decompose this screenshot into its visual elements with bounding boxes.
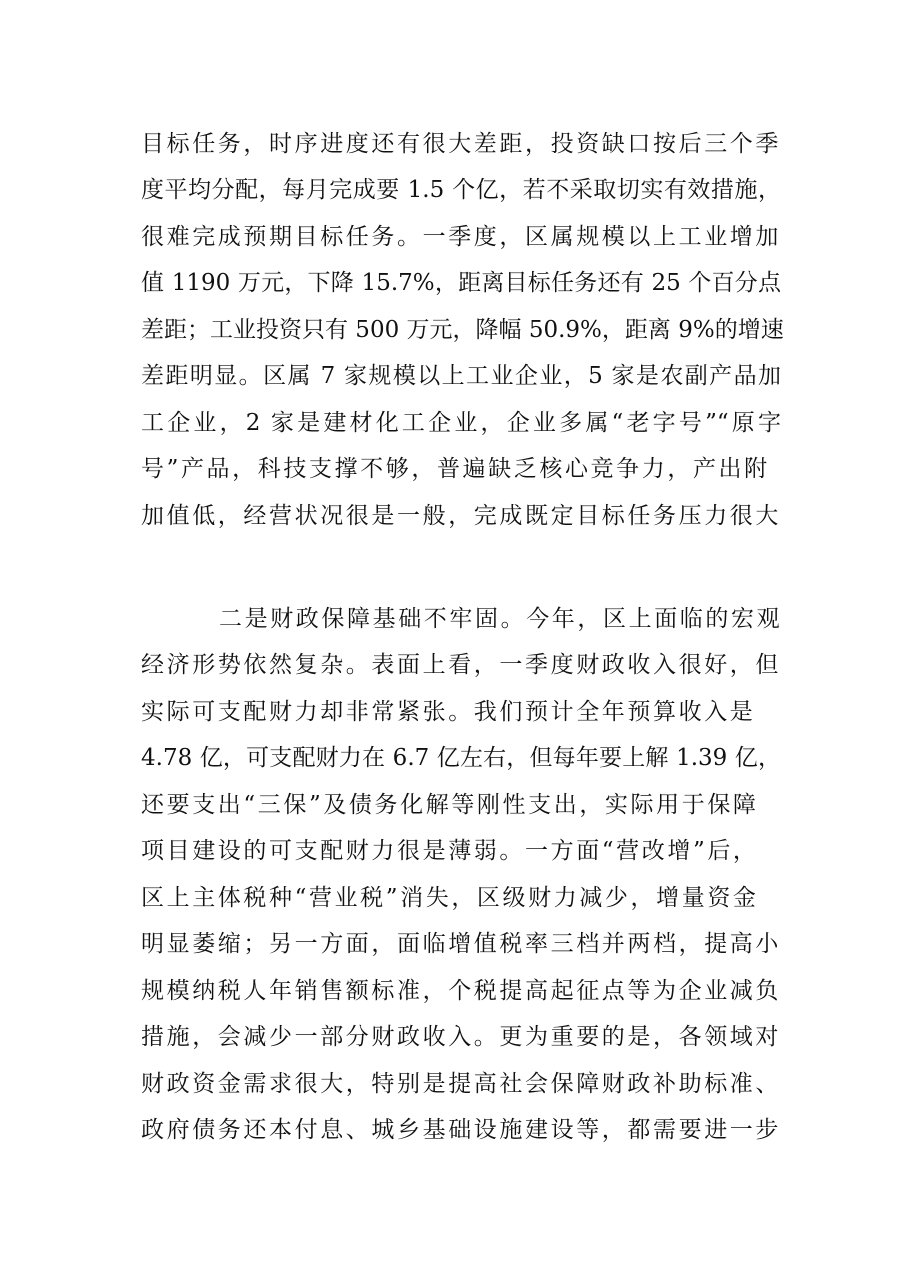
- paragraph-2-line: 二是财政保障基础不牢固。今年，区上面临的宏观: [219, 606, 783, 632]
- paragraph-1-line: 加值低，经营状况很是一般，完成既定目标任务压力很大: [141, 503, 781, 529]
- paragraph-2-line: 明显萎缩；另一方面，面临增值税率三档并两档，提高小: [141, 931, 781, 957]
- paragraph-1-line: 值 1190 万元，下降 15.7%，距离目标任务还有 25 个百分点: [141, 270, 781, 296]
- paragraph-2-line: 措施，会减少一部分财政收入。更为重要的是，各领域对: [141, 1024, 781, 1050]
- paragraph-2-line: 实际可支配财力却非常紧张。我们预计全年预算收入是: [141, 699, 756, 725]
- paragraph-2-line: 4.78 亿，可支配财力在 6.7 亿左右，但每年要上解 1.39 亿，: [141, 745, 781, 771]
- paragraph-1-line: 很难完成预期目标任务。一季度，区属规模以上工业增加: [141, 224, 781, 250]
- paragraph-1-line: 工企业，2 家是建材化工企业，企业多属“老字号”“原字: [141, 410, 781, 436]
- paragraph-2-line: 政府债务还本付息、城乡基础设施建设等，都需要进一步: [141, 1117, 781, 1143]
- paragraph-1-line: 差距明显。区属 7 家规模以上工业企业，5 家是农副产品加: [141, 363, 781, 389]
- paragraph-2-line: 项目建设的可支配财力很是薄弱。一方面“营改增”后，: [141, 838, 759, 864]
- paragraph-2-line: 经济形势依然复杂。表面上看，一季度财政收入很好，但: [141, 652, 781, 678]
- paragraph-2-line: 区上主体税种“营业税”消失，区级财力减少，增量资金: [141, 885, 759, 911]
- paragraph-2-line: 还要支出“三保”及债务化解等刚性支出，实际用于保障: [141, 792, 759, 818]
- paragraph-2-line: 财政资金需求很大，特别是提高社会保障财政补助标准、: [141, 1071, 781, 1097]
- paragraph-1-line: 差距；工业投资只有 500 万元，降幅 50.9%，距离 9%的增速: [141, 317, 784, 343]
- paragraph-1-line: 目标任务，时序进度还有很大差距，投资缺口按后三个季: [141, 131, 781, 157]
- paragraph-1-line: 度平均分配，每月完成要 1.5 个亿，若不采取切实有效措施，: [141, 177, 781, 203]
- paragraph-1-line: 号”产品，科技支撑不够，普遍缺乏核心竞争力，产出附: [141, 456, 770, 482]
- paragraph-2-line: 规模纳税人年销售额标准，个税提高起征点等为企业减负: [141, 978, 781, 1004]
